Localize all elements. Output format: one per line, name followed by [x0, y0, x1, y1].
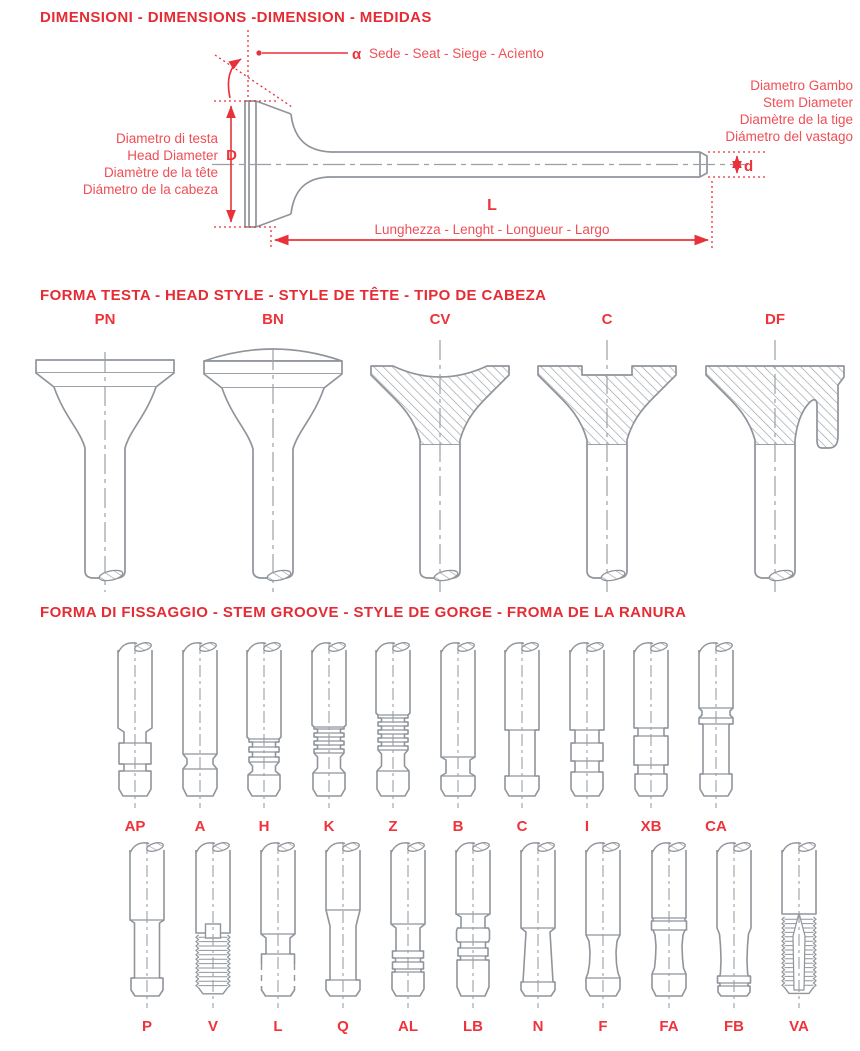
alpha-dimension-letter: α — [352, 46, 362, 63]
stem-groove-label: Q — [337, 1018, 349, 1035]
stem-groove-drawing — [492, 640, 552, 812]
stem-groove-figure — [313, 840, 373, 1037]
stem-diameter-label-en: Stem Diameter — [762, 95, 853, 110]
stem-groove-figure — [248, 840, 308, 1037]
stem-groove-label: AP — [124, 818, 146, 835]
stem-groove-drawing — [363, 640, 423, 812]
stem-groove-drawing — [686, 640, 746, 812]
head-style-figure — [355, 310, 525, 602]
stem-groove-label: P — [141, 1018, 152, 1035]
stem-groove-drawing — [557, 640, 617, 812]
stem-groove-figure — [105, 640, 165, 837]
stem-groove-label: LB — [463, 1018, 483, 1035]
stem-groove-figure — [557, 640, 617, 837]
stem-groove-label: N — [532, 1018, 544, 1035]
stem-groove-label: FA — [659, 1018, 679, 1035]
head-style-label: BN — [262, 311, 284, 328]
head-style-drawing — [690, 330, 860, 597]
head-style-figure — [188, 310, 358, 602]
stem-groove-drawing — [428, 640, 488, 812]
head-diameter-label-it: Diametro di testa — [115, 131, 218, 146]
stem-groove-figure — [378, 840, 438, 1037]
stem-groove-drawing — [183, 840, 243, 1012]
stem-groove-figure — [621, 640, 681, 837]
valve-dimension-diagram — [0, 28, 860, 262]
stem-groove-label: I — [584, 818, 590, 835]
stem-groove-drawing — [248, 840, 308, 1012]
dim-letter-d: d — [744, 158, 754, 175]
stem-groove-label: CA — [705, 818, 727, 835]
stem-groove-figure — [686, 640, 746, 837]
stem-groove-figure — [704, 840, 764, 1037]
stem-groove-drawing — [573, 840, 633, 1012]
stem-groove-label: V — [207, 1018, 218, 1035]
stem-groove-drawing — [378, 840, 438, 1012]
stem-groove-label: XB — [640, 818, 662, 835]
stem-groove-label: L — [273, 1018, 283, 1035]
head-style-figure — [690, 310, 860, 602]
dim-letter-D: D — [226, 147, 237, 164]
head-diameter-label-fr: Diamètre de la tête — [103, 165, 218, 180]
stem-groove-label: FB — [724, 1018, 744, 1035]
stem-groove-label: B — [452, 818, 464, 835]
head-style-drawing — [20, 330, 190, 597]
stem-groove-figure — [443, 840, 503, 1037]
stem-groove-label: VA — [789, 1018, 809, 1035]
stem-groove-label: F — [598, 1018, 608, 1035]
stem-groove-label: Z — [388, 818, 398, 835]
head-style-section-title: FORMA TESTA - HEAD STYLE - STYLE DE TÊTE - TIPO DE CABEZA — [40, 287, 547, 304]
head-style-label: DF — [765, 311, 785, 328]
stem-groove-figure — [117, 840, 177, 1037]
stem-groove-label: H — [258, 818, 270, 835]
stem-groove-label: AL — [398, 1018, 418, 1035]
dim-letter-L: L — [487, 197, 497, 214]
dimensions-section-title: DIMENSIONI - DIMENSIONS -DIMENSION - MEDIDAS — [40, 9, 432, 26]
stem-groove-figure — [183, 840, 243, 1037]
stem-groove-drawing — [704, 840, 764, 1012]
stem-groove-drawing — [117, 840, 177, 1012]
stem-groove-label: A — [194, 818, 206, 835]
head-style-label: PN — [94, 311, 116, 328]
head-diameter-label-en: Head Diameter — [127, 148, 218, 163]
head-style-label: CV — [429, 311, 451, 328]
stem-groove-figure — [428, 640, 488, 837]
head-style-drawing — [522, 330, 692, 597]
stem-groove-figure — [299, 640, 359, 837]
stem-groove-figure — [639, 840, 699, 1037]
stem-groove-section-title: FORMA DI FISSAGGIO - STEM GROOVE - STYLE DE GORGE - FROMA DE LA RANURA — [40, 604, 687, 621]
stem-groove-figure — [769, 840, 829, 1037]
head-style-figure — [522, 310, 692, 602]
stem-groove-figure — [573, 840, 633, 1037]
stem-groove-label: K — [323, 818, 335, 835]
stem-diameter-label-it: Diametro Gambo — [750, 78, 853, 93]
stem-groove-drawing — [443, 840, 503, 1012]
head-style-figure — [20, 310, 190, 602]
stem-groove-figure — [234, 640, 294, 837]
head-style-drawing — [188, 330, 358, 597]
stem-groove-drawing — [621, 640, 681, 812]
stem-diameter-label-es: Diámetro del vastago — [725, 129, 853, 144]
stem-groove-figure — [508, 840, 568, 1037]
stem-groove-drawing — [313, 840, 373, 1012]
stem-groove-figure — [170, 640, 230, 837]
stem-groove-figure — [492, 640, 552, 837]
stem-groove-drawing — [105, 640, 165, 812]
stem-groove-drawing — [299, 640, 359, 812]
head-style-drawing — [355, 330, 525, 597]
stem-groove-drawing — [639, 840, 699, 1012]
stem-groove-drawing — [170, 640, 230, 812]
stem-groove-drawing — [508, 840, 568, 1012]
stem-groove-figure — [363, 640, 423, 837]
stem-groove-drawing — [769, 840, 829, 1012]
dimension-lines — [214, 30, 765, 250]
head-style-label: C — [601, 311, 613, 328]
seat-label: Sede - Seat - Siege - Acìento — [369, 46, 544, 61]
stem-groove-label: C — [516, 818, 528, 835]
length-label: Lunghezza - Lenght - Longueur - Largo — [374, 222, 610, 237]
stem-groove-drawing — [234, 640, 294, 812]
head-diameter-label-es: Diámetro de la cabeza — [82, 182, 218, 197]
stem-diameter-label-fr: Diamètre de la tige — [739, 112, 853, 127]
